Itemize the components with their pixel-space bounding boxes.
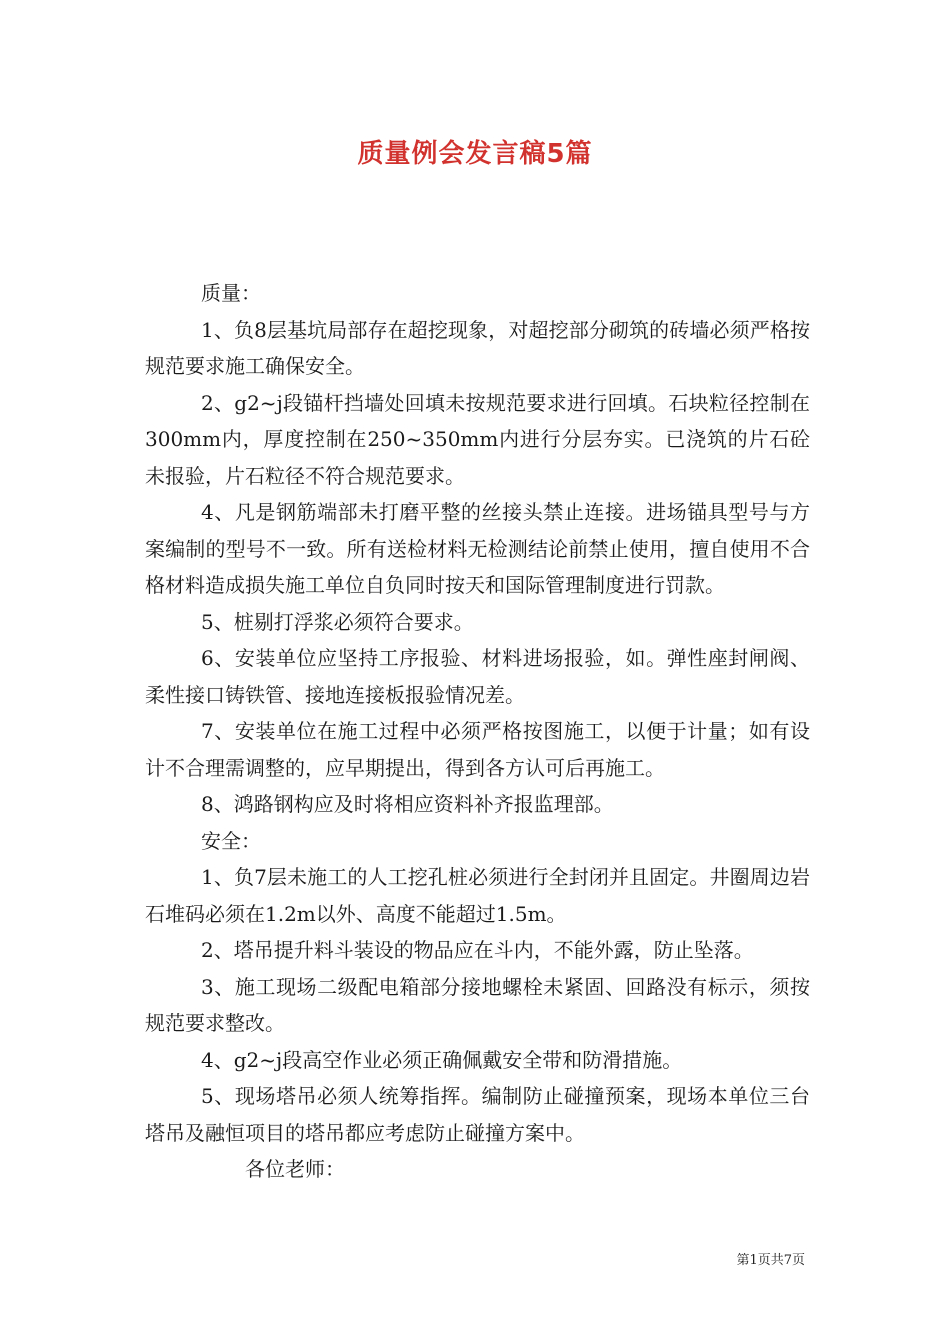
paragraph: 6、安装单位应坚持工序报验、材料进场报验，如。弹性座封闸阀、柔性接口铸铁管、接地连接板报验情况差。 xyxy=(145,646,810,707)
section-heading-safety: 安全： xyxy=(201,828,261,853)
paragraph: 2、塔吊提升料斗装设的物品应在斗内，不能外露，防止坠落。 xyxy=(201,938,754,962)
document-body xyxy=(145,275,810,1188)
paragraph: 2、g2~j段锚杆挡墙处回填未按规范要求进行回填。石块粒径控制在300mm内，厚度控制在250~350mm内进行分层夯实。已浇筑的片石砼未报验，片石粒径不符合规范要求。 xyxy=(145,390,810,488)
paragraph: 1、负8层基坑局部存在超挖现象，对超挖部分砌筑的砖墙必须严格按规范要求施工确保安全。 xyxy=(145,317,810,378)
paragraph: 8、鸿路钢构应及时将相应资料补齐报监理部。 xyxy=(201,792,614,816)
page-number: 第1页共7页 xyxy=(736,1253,805,1268)
section-heading-quality: 质量： xyxy=(201,281,261,305)
paragraph: 3、施工现场二级配电箱部分接地螺栓未紧固、回路没有标示，须按规范要求整改。 xyxy=(145,974,810,1035)
paragraph: 1、负7层未施工的人工挖孔桩必须进行全封闭并且固定。井圈周边岩石堆码必须在1.2m以外、高度不能超过1.5m。 xyxy=(145,865,810,926)
salutation: 各位老师： xyxy=(245,1157,345,1181)
paragraph: 4、凡是钢筋端部未打磨平整的丝接头禁止连接。进场锚具型号与方案编制的型号不一致。所有送检材料无检测结论前禁止使用，擅自使用不合格材料造成损失施工单位自负同时按天和国际管理制度进行罚款。 xyxy=(145,500,810,597)
paragraph: 7、安装单位在施工过程中必须严格按图施工，以便于计量；如有设计不合理需调整的，应早期提出，得到各方认可后再施工。 xyxy=(145,719,810,780)
paragraph: 4、g2~j段高空作业必须正确佩戴安全带和防滑措施。 xyxy=(201,1047,683,1072)
paragraph: 5、桩剔打浮浆必须符合要求。 xyxy=(201,609,474,634)
document-title: 质量例会发言稿5篇 xyxy=(357,139,593,169)
paragraph: 5、现场塔吊必须人统筹指挥。编制防止碰撞预案，现场本单位三台塔吊及融恒项目的塔吊都应考虑防止碰撞方案中。 xyxy=(145,1084,810,1145)
